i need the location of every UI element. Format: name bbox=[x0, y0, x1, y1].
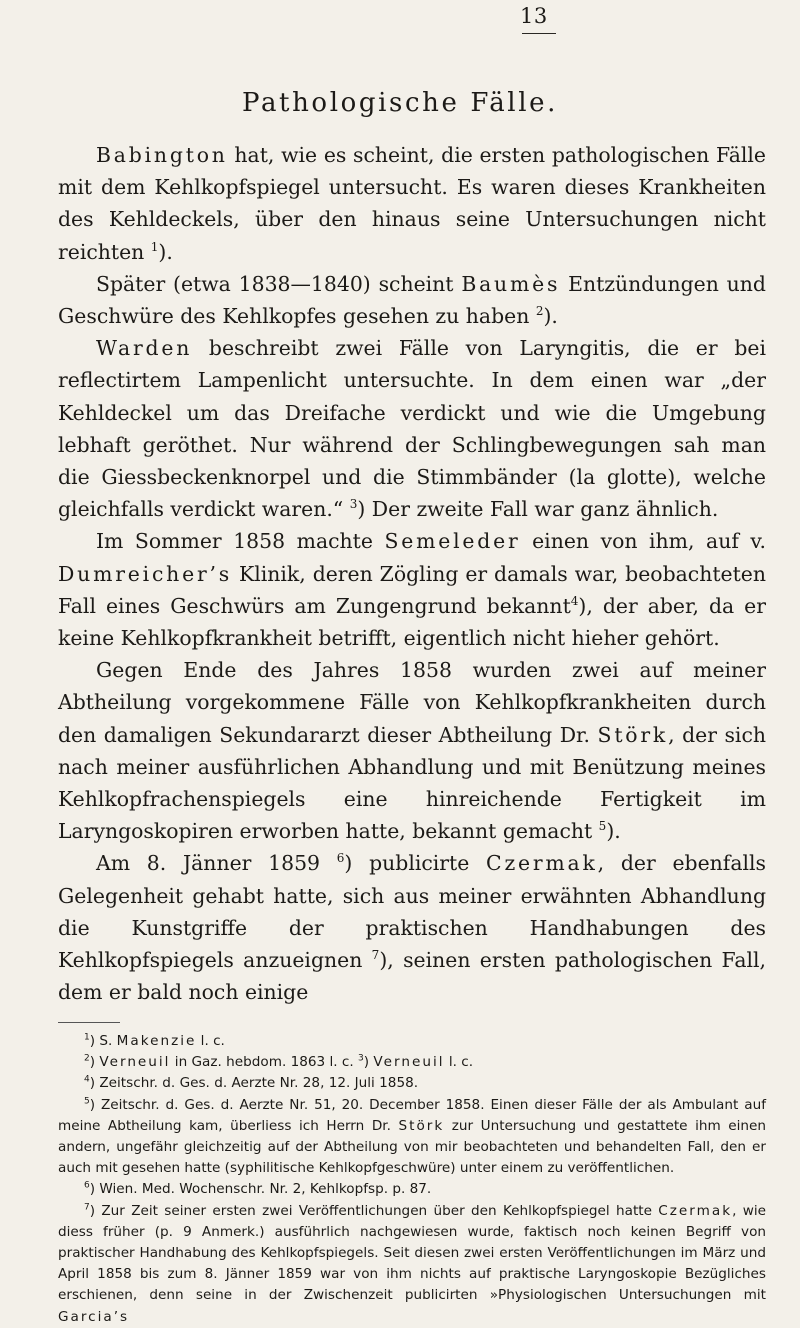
paragraph-text: ), der aber, da er keine Kehlkopfkrankheit betrifft, eigentlich nicht hieher gehört. bbox=[58, 593, 766, 651]
paragraph-text: ). bbox=[606, 819, 621, 844]
author-name: Baumès bbox=[461, 271, 561, 296]
paragraph-text: hat, wie es scheint, die ersten pathologischen Fälle mit dem Kehlkopfspiegel untersucht. Es waren dieses Krankheiten des Kehldeckels, über den hinaus seine Untersuchungen nicht reichten bbox=[58, 143, 766, 264]
footnote-text: ) bbox=[89, 1054, 100, 1071]
footnote-mark: 1 bbox=[84, 1032, 90, 1043]
footnote-mark: 4 bbox=[84, 1074, 90, 1085]
author-name: Babington bbox=[96, 143, 228, 167]
paragraph-warden bbox=[58, 332, 766, 525]
paragraph-text: Entzündungen und Geschwüre des Kehlkopfes gesehen zu haben bbox=[58, 271, 766, 329]
footnote-text: ) Zeitschr. d. Ges. d. Aerzte Nr. 28, 12. Juli 1858. bbox=[89, 1075, 419, 1092]
paragraph-czermak bbox=[58, 847, 766, 1008]
paragraph-babington bbox=[58, 139, 766, 268]
paragraph-text: Am 8. Jänner 1859 bbox=[96, 851, 337, 876]
paragraph-stoerk bbox=[58, 654, 766, 847]
footnote-ref: 1 bbox=[150, 239, 159, 254]
paragraph-text: , der ebenfalls Gelegenheit gehabt hatte, sich aus meiner erwähnten Abhandlung die Kunstgriffe der praktischen Handhabungen des Kehlkopfspiegels anzueignen bbox=[58, 851, 766, 973]
footnote-ref: 4 bbox=[570, 594, 579, 609]
author-name: Makenzie bbox=[116, 1033, 197, 1049]
author-name: Warden bbox=[96, 336, 193, 361]
section-heading: Pathologische Fälle. bbox=[242, 88, 558, 118]
page-number-rule bbox=[522, 33, 556, 34]
page-number: 13 bbox=[520, 4, 548, 28]
author-name: Verneuil bbox=[99, 1054, 171, 1071]
footnote-text: zur Untersuchung und gestattete ihm einen andern, ungefähr gleichzeitig auf der Abtheilung von mir beobachteten und behandelten Fall, den er auch mit gesehen hatte (syphilitische Kehlkopfgeschwüre) unter einem zu veröffentlichen. bbox=[58, 1117, 766, 1177]
paragraph-text: einen von ihm, auf v. bbox=[520, 529, 766, 554]
paragraph-text: , der sich nach meiner ausführlichen Abhandlung und mit Benützung meines Kehlkopfrachenspiegels eine hinreichende Fertigkeit im Laryngoskopiren erworben hatte, bekannt gemacht bbox=[58, 722, 766, 844]
paragraph-text: Im Sommer 1858 machte bbox=[96, 529, 385, 554]
footnote-mark: 5 bbox=[84, 1096, 90, 1107]
author-name: Störk bbox=[597, 722, 669, 747]
author-name: Czermak bbox=[486, 851, 598, 876]
footnote-text: ) Zur Zeit seiner ersten zwei Veröffentlichungen über den Kehlkopfspiegel hatte bbox=[89, 1202, 659, 1219]
footnote-5 bbox=[58, 1095, 766, 1180]
footnote-1 bbox=[58, 1031, 766, 1052]
footnote-mark: 3 bbox=[358, 1053, 364, 1064]
paragraph-text: ). bbox=[158, 239, 173, 264]
author-name: Störk bbox=[398, 1117, 445, 1134]
footnote-separator bbox=[58, 1022, 120, 1023]
footnote-text: , wie diess früher (p. 9 Anmerk.) ausführlich nachgewiesen wurde, faktisch noch keinen Begriff von praktischer Handhabung des Kehlkopfspiegels. Seit diesen zwei ersten Veröffentlichungen im März und April 1858 bis zum 8. Jänner 1859 war von ihm nichts auf praktische Laryngoskopie Bezügliches erschienen, denn seine in der Zwischenzeit publicirten »Physiologischen Untersuchungen mit bbox=[58, 1202, 766, 1304]
paragraph-text: ) publicirte bbox=[344, 851, 487, 876]
footnote-7 bbox=[58, 1201, 766, 1328]
footnote-6 bbox=[58, 1179, 766, 1200]
paragraph-text: beschreibt zwei Fälle von Laryngitis, die er bei reflectirtem Lampenlicht untersuchte. In dem einen war „der Kehldeckel um das Dreifache verdickt und wie die Umgebung lebhaft geröthet. Nur während der Schlingbewegungen sah man die Giessbeckenknorpel und die Stimmbänder (la glotte), welche gleichfalls verdickt waren.“ bbox=[58, 336, 766, 522]
author-name: Garcia’s bbox=[58, 1308, 130, 1325]
footnote-text: l. c. bbox=[196, 1033, 225, 1049]
main-text bbox=[58, 139, 766, 1008]
footnote-mark: 7 bbox=[84, 1202, 90, 1213]
paragraph-semeleder bbox=[58, 525, 766, 654]
paragraph-text: ). bbox=[543, 304, 558, 329]
footnote-text: l. c. bbox=[444, 1054, 474, 1071]
paragraph-baumes bbox=[58, 268, 766, 332]
footnotes bbox=[58, 1031, 766, 1328]
footnote-text: ) Zeitschr. d. Ges. d. Aerzte Nr. 51, 20. December 1858. Einen dieser Fälle der als Ambulant auf meine Abtheilung kam, überliess ich Herrn Dr. bbox=[58, 1096, 766, 1134]
footnote-mark: 6 bbox=[84, 1180, 90, 1191]
author-name: Dumreicher’s bbox=[58, 561, 233, 586]
footnote-ref: 7 bbox=[371, 948, 380, 963]
footnote-text: ) bbox=[363, 1054, 374, 1071]
footnote-ref: 6 bbox=[336, 851, 345, 866]
footnote-2-3 bbox=[58, 1052, 766, 1073]
author-name: Semeleder bbox=[384, 529, 521, 554]
author-name: Verneuil bbox=[373, 1054, 445, 1071]
paragraph-text: Später (etwa 1838—1840) scheint bbox=[96, 271, 462, 296]
paragraph-text: ), seinen ersten pathologischen Fall, dem er bald noch einige bbox=[58, 948, 767, 1005]
footnote-text: ) Wien. Med. Wochenschr. Nr. 2, Kehlkopfsp. p. 87. bbox=[89, 1181, 432, 1198]
footnote-4 bbox=[58, 1073, 766, 1094]
footnote-ref: 5 bbox=[598, 819, 607, 834]
paragraph-text: ) Der zweite Fall war ganz ähnlich. bbox=[357, 497, 719, 522]
paragraph-text: Gegen Ende des Jahres 1858 wurden zwei auf meiner Abtheilung vorgekommene Fälle von Kehlkopfkrankheiten durch den damaligen Sekundararzt dieser Abtheilung Dr. bbox=[58, 658, 766, 747]
footnote-mark: 2 bbox=[84, 1053, 90, 1064]
footnote-ref: 3 bbox=[349, 497, 358, 512]
author-name: Czermak bbox=[658, 1202, 733, 1219]
footnote-text: in Gaz. hebdom. 1863 l. c. bbox=[170, 1054, 359, 1071]
paragraph-text: Klinik, deren Zögling er damals war, beobachteten Fall eines Geschwürs am Zungengrund bekannt bbox=[58, 561, 766, 618]
footnote-text: ) S. bbox=[89, 1033, 117, 1049]
footnote-ref: 2 bbox=[535, 304, 544, 319]
